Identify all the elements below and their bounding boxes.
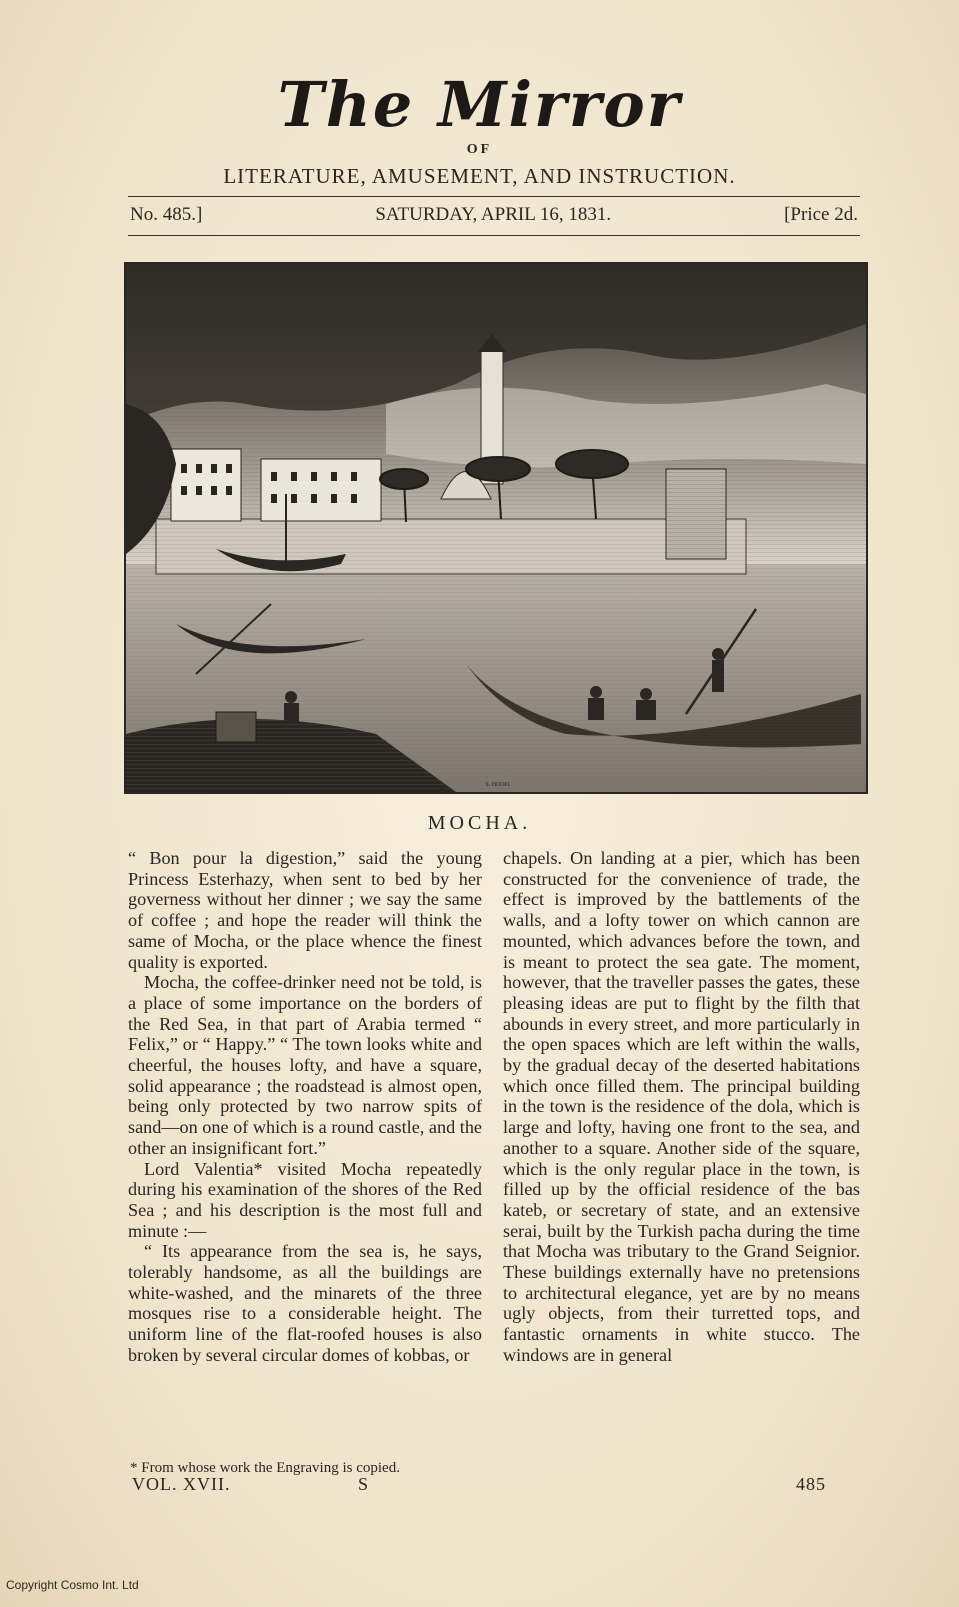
masthead-title: The Mirror	[277, 68, 682, 141]
mocha-engraving	[124, 262, 868, 794]
masthead-of: OF	[466, 142, 493, 157]
issue-line	[130, 204, 858, 226]
engraver-credit: S. HOOD.	[485, 782, 511, 788]
paragraph: “ Bon pour la digestion,” said the young Princess Esterhazy, when sent to bed by her governess without her dinner ; we say the same of coffee ; and hope the reader will think the same of Mocha, or the place whence the finest quality is exported.	[128, 848, 482, 972]
signature-mark: S	[358, 1474, 370, 1494]
volume-label: VOL. XVII.	[132, 1474, 231, 1494]
right-column	[503, 848, 860, 1366]
top-rule	[128, 196, 860, 197]
page-number: 485	[796, 1474, 826, 1494]
building-centre	[261, 459, 381, 521]
bottom-rule	[128, 235, 860, 236]
copyright-watermark: Copyright Cosmo Int. Ltd	[6, 1578, 139, 1592]
issue-price: [Price 2d.	[784, 204, 858, 225]
paragraph: “ Its appearance from the sea is, he says, tolerably handsome, as all the buildings are white-washed, and the minarets of the three mosques rise to a considerable height. The uniform line of the flat-roofed houses is also broken by several circular domes of kobbas, or	[128, 1241, 482, 1365]
paragraph: Lord Valentia* visited Mocha repeatedly during his examination of the shores of the Red Sea ; and his description is the most full and minute :—	[128, 1158, 482, 1241]
paragraph: Mocha, the coffee-drinker need not be told, is a place of some importance on the borders of the Red Sea, in that part of Arabia termed “ Felix,” or “ Happy.” “ The town looks white and cheerful, the houses lofty, and have a square, solid appearance ; the roadstead is almost open, being only protected by two narrow spits of sand—on one of which is a round castle, and the other an insignificant fort.”	[128, 972, 482, 1158]
issue-date: SATURDAY, APRIL 16, 1831.	[375, 204, 612, 225]
left-column	[128, 848, 482, 1366]
engraving-illustration	[126, 264, 866, 792]
article-caption: MOCHA.	[427, 812, 532, 834]
footnote: * From whose work the Engraving is copied.	[130, 1460, 400, 1476]
building-left	[171, 449, 241, 521]
issue-number: No. 485.]	[130, 204, 203, 225]
paragraph: chapels. On landing at a pier, which has been constructed for the convenience of trade, the effect is improved by the battlements of the walls, and a lofty tower on which cannon are mounted, which advances before the town, and is meant to protect the sea gate. The moment, however, that the traveller passes the gates, these pleasing ideas are put to flight by the filth that abounds in every street, and more particularly in the open spaces which are left within the walls, by the gradual decay of the deserted habitations which once filled them. The principal building in the town is the residence of the dola, which is large and lofty, having one front to the sea, and another to a square. Another side of the square, which is the only regular place in the town, is filled up by the official residence of the bas kateb, or secretary of state, and an extensive serai, built by the Turkish pacha during the time that Mocha was tributary to the Grand Seignior. These buildings externally have no pretensions to architectural elegance, yet are by no means ugly objects, from their turretted tops, and fantastic ornaments in white stucco. The windows are in general	[503, 848, 860, 1365]
bales	[216, 712, 256, 742]
masthead-subtitle: LITERATURE, AMUSEMENT, AND INSTRUCTION.	[223, 164, 736, 188]
